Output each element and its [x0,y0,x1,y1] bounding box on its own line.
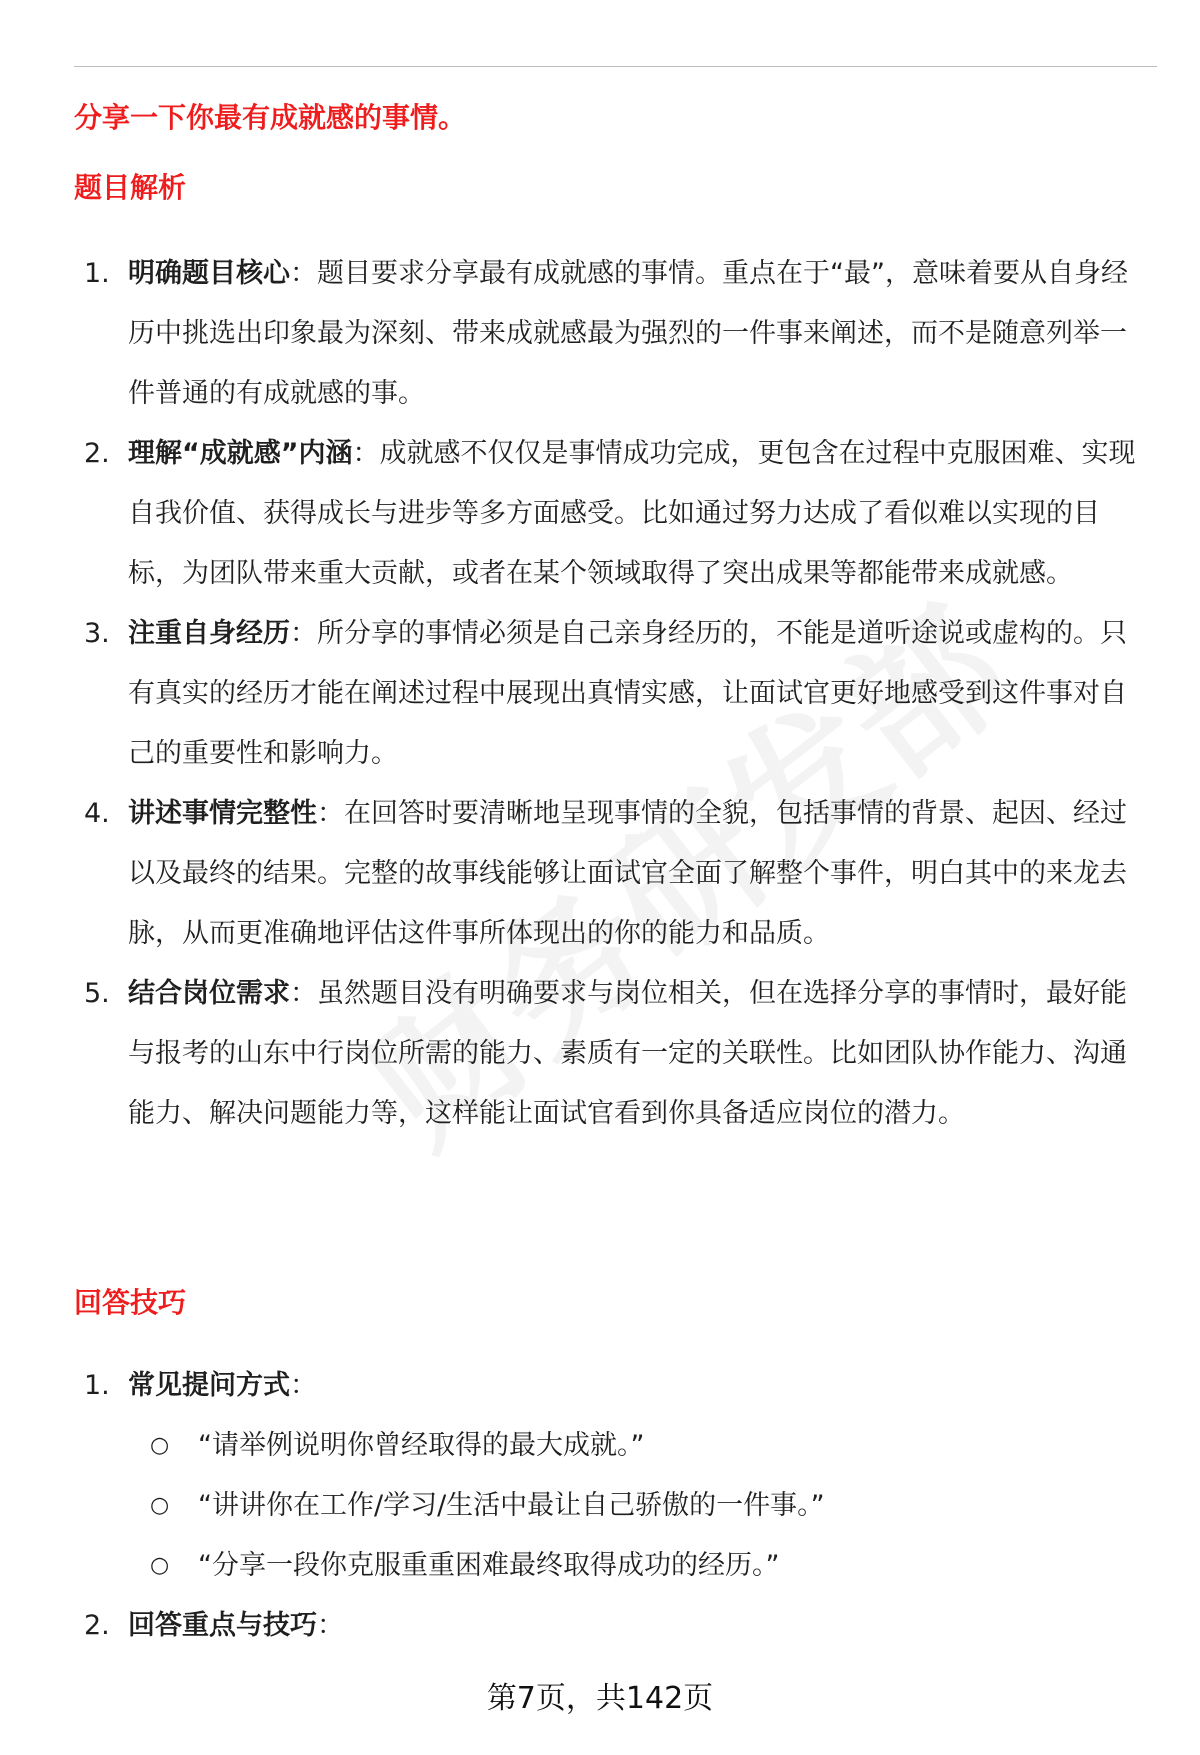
item-number: 4. [84,798,110,829]
item-separator: ： [352,438,380,469]
item-text: 成就感不仅仅是事情成功完成，更包含在过程中克服困难、实现自我价值、获得成长与进步等多方面感受。比如通过努力达成了看似难以实现的目标，为团队带来重大贡献，或者在某个领域取得了突出成果等都能带来成就感。 [128,438,1136,589]
analysis-item [0,604,1200,784]
list-item [128,1416,1144,1476]
item-number: 1. [84,258,110,289]
item-separator: ： [317,798,344,829]
item-term: 结合岗位需求 [128,978,290,1009]
item-term: 回答重点与技巧 [128,1610,317,1641]
list-item [128,1536,1144,1596]
item-number: 1. [84,1370,110,1401]
top-divider [74,66,1157,67]
analysis-item [0,784,1200,964]
question-title: 分享一下你最有成就感的事情。 [74,101,467,134]
analysis-item [0,244,1200,424]
circle-bullet-icon: ○ [150,1493,170,1518]
item-term: 常见提问方式 [128,1370,290,1401]
page-number: 第7页，共142页 [486,1681,714,1716]
item-text: 所分享的事情必须是自己亲身经历的，不能是道听途说或虚构的。只有真实的经历才能在阐述过程中展现出真情实感，让面试官更好地感受到这件事对自己的重要性和影响力。 [128,618,1127,769]
item-separator: ： [290,258,317,289]
item-separator: ： [317,1610,344,1641]
item-separator: ： [290,978,317,1009]
example-text: “请举例说明你曾经取得的最大成就。” [198,1430,645,1461]
item-term: 理解“成就感”内涵 [128,438,353,469]
item-number: 2. [84,438,110,469]
analysis-list [0,244,1200,1144]
item-text: 在回答时要清晰地呈现事情的全貌，包括事情的背景、起因、经过以及最终的结果。完整的故事线能够让面试官全面了解整个事件，明白其中的来龙去脉，从而更准确地评估这件事所体现出的你的能力和品质。 [128,798,1127,949]
question-examples [128,1416,1144,1596]
tips-item [0,1596,1200,1656]
tips-list [0,1356,1200,1656]
item-term: 注重自身经历 [128,618,290,649]
circle-bullet-icon: ○ [150,1553,170,1578]
item-text: 虽然题目没有明确要求与岗位相关，但在选择分享的事情时，最好能与报考的山东中行岗位所需的能力、素质有一定的关联性。比如团队协作能力、沟通能力、解决问题能力等，这样能让面试官看到你具备适应岗位的潜力。 [128,978,1127,1129]
list-item [128,1476,1144,1536]
example-text: “讲讲你在工作/学习/生活中最让自己骄傲的一件事。” [198,1490,825,1521]
item-number: 5. [84,978,110,1009]
item-separator: ： [290,618,317,649]
item-term: 明确题目核心 [128,258,290,289]
analysis-heading: 题目解析 [74,171,187,204]
item-text: 题目要求分享最有成就感的事情。重点在于“最”，意味着要从自身经历中挑选出印象最为深刻、带来成就感最为强烈的一件事来阐述，而不是随意列举一件普通的有成就感的事。 [128,258,1128,409]
analysis-item [0,424,1200,604]
circle-bullet-icon: ○ [150,1433,170,1458]
item-separator: ： [290,1370,317,1401]
analysis-item [0,964,1200,1144]
tips-item [0,1356,1200,1596]
example-text: “分享一段你克服重重困难最终取得成功的经历。” [198,1550,780,1581]
item-number: 3. [84,618,110,649]
tips-heading: 回答技巧 [74,1286,187,1319]
item-term: 讲述事情完整性 [128,798,317,829]
item-number: 2. [84,1610,110,1641]
